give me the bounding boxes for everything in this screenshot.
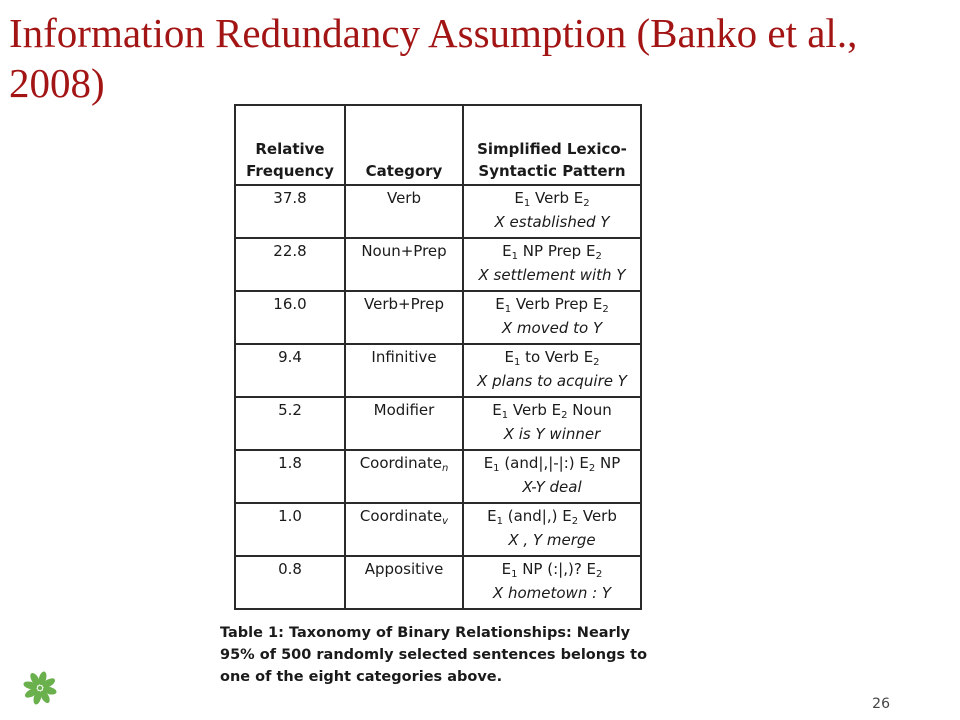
category-text: Appositive xyxy=(364,560,444,578)
category-text: Coordinate xyxy=(359,507,443,525)
pattern-part-a: E xyxy=(492,401,502,419)
pattern-sub-a: 1 xyxy=(511,569,518,580)
pattern-part-a: E xyxy=(501,560,512,578)
pattern-part-a: E xyxy=(514,189,524,207)
pattern-part-b: Verb Prep E xyxy=(511,295,603,313)
category-subscript: n xyxy=(441,463,449,474)
table-row xyxy=(235,291,641,344)
pattern-text xyxy=(464,398,640,422)
frequency-cell xyxy=(235,238,345,291)
pattern-example: X is Y winner xyxy=(503,425,601,443)
table-row xyxy=(235,397,641,450)
category-cell xyxy=(345,291,463,344)
pattern-part-b: Verb E xyxy=(508,401,562,419)
pattern-example: X moved to Y xyxy=(501,319,603,337)
pattern-part-b: (and|,) E xyxy=(502,507,572,525)
pattern-sub-a: 1 xyxy=(496,516,503,527)
frequency-value: 9.4 xyxy=(278,348,302,366)
category-cell xyxy=(345,238,463,291)
header-category: Category xyxy=(345,105,463,185)
pattern-cell xyxy=(463,556,641,609)
frequency-value: 16.0 xyxy=(273,295,307,313)
category-cell xyxy=(345,503,463,556)
frequency-value: 5.2 xyxy=(278,401,302,419)
pattern-sub-b: 2 xyxy=(588,463,596,474)
pattern-cell xyxy=(463,503,641,556)
pattern-part-a: E xyxy=(495,295,505,313)
category-label xyxy=(346,345,462,369)
pattern-part-c: Verb xyxy=(578,507,617,525)
category-label xyxy=(346,557,462,581)
pattern-part-b: NP Prep E xyxy=(518,242,596,260)
category-text: Verb xyxy=(386,189,421,207)
table-caption: Table 1: Taxonomy of Binary Relationships: Nearly 95% of 500 randomly selected sentences belongs to one of the eight categories above. xyxy=(220,625,648,685)
table-header-row xyxy=(235,105,641,185)
frequency-cell xyxy=(235,450,345,503)
pattern-text xyxy=(464,292,640,316)
category-cell xyxy=(345,344,463,397)
category-label xyxy=(346,398,462,422)
frequency-cell xyxy=(235,503,345,556)
pattern-cell xyxy=(463,450,641,503)
category-label xyxy=(346,504,462,528)
pattern-sub-b: 2 xyxy=(593,357,600,368)
pattern-sub-b: 2 xyxy=(595,251,602,262)
pattern-text xyxy=(464,504,640,528)
category-label xyxy=(346,451,462,475)
frequency-cell xyxy=(235,556,345,609)
pattern-part-a: E xyxy=(487,507,497,525)
frequency-cell xyxy=(235,344,345,397)
pattern-sub-b: 2 xyxy=(583,198,590,209)
category-cell xyxy=(345,556,463,609)
pattern-sub-b: 2 xyxy=(571,516,579,527)
pattern-example: X-Y deal xyxy=(522,478,582,496)
pattern-sub-b: 2 xyxy=(602,304,609,315)
header-pattern: Simplified Lexico-Syntactic Pattern xyxy=(463,105,641,185)
pattern-example: X hometown : Y xyxy=(492,584,612,602)
pattern-part-b: Verb E xyxy=(530,189,584,207)
category-text: Verb+Prep xyxy=(364,295,444,313)
pattern-part-c: NP xyxy=(595,454,621,472)
category-label xyxy=(346,186,462,210)
pattern-sub-a: 1 xyxy=(493,463,500,474)
category-text: Coordinate xyxy=(359,454,442,472)
pattern-cell xyxy=(463,238,641,291)
pattern-cell xyxy=(463,344,641,397)
table-row xyxy=(235,450,641,503)
frequency-cell xyxy=(235,185,345,238)
category-label xyxy=(346,239,462,263)
table-row xyxy=(235,185,641,238)
pattern-sub-a: 1 xyxy=(501,410,509,421)
category-text: Infinitive xyxy=(371,348,437,366)
pattern-cell xyxy=(463,291,641,344)
pattern-text xyxy=(464,239,640,263)
taxonomy-table xyxy=(234,104,642,610)
pattern-example: X , Y merge xyxy=(508,531,596,549)
table-row xyxy=(235,344,641,397)
pattern-text xyxy=(464,451,640,475)
frequency-value: 22.8 xyxy=(273,242,307,260)
pattern-text xyxy=(464,345,640,369)
pattern-sub-a: 1 xyxy=(504,304,512,315)
frequency-value: 1.8 xyxy=(278,454,302,472)
pattern-text xyxy=(464,186,640,210)
pattern-example: X settlement with Y xyxy=(478,266,626,284)
pattern-cell xyxy=(463,185,641,238)
slide-title: Information Redundancy Assumption (Banko et al., 2008) xyxy=(9,10,858,106)
category-text: Noun+Prep xyxy=(361,242,447,260)
pattern-part-a: E xyxy=(502,242,512,260)
pattern-text xyxy=(464,557,640,581)
pattern-part-a: E xyxy=(504,348,514,366)
category-cell xyxy=(345,185,463,238)
pattern-sub-a: 1 xyxy=(511,251,519,262)
pattern-part-c: Noun xyxy=(567,401,612,419)
table-row xyxy=(235,238,641,291)
pattern-sub-a: 1 xyxy=(513,357,521,368)
pattern-sub-b: 2 xyxy=(596,569,603,580)
pattern-part-b: NP (:|,)? E xyxy=(517,560,597,578)
pattern-cell xyxy=(463,397,641,450)
frequency-cell xyxy=(235,397,345,450)
category-cell xyxy=(345,397,463,450)
frequency-value: 37.8 xyxy=(273,189,307,207)
page-number: 26 xyxy=(872,696,890,712)
pattern-part-a: E xyxy=(483,454,494,472)
category-subscript: v xyxy=(442,516,449,527)
pattern-part-b: to Verb E xyxy=(520,348,594,366)
pattern-example: X established Y xyxy=(494,213,610,231)
category-cell xyxy=(345,450,463,503)
frequency-value: 0.8 xyxy=(278,560,302,578)
category-text: Modifier xyxy=(373,401,435,419)
pattern-sub-a: 1 xyxy=(523,198,531,209)
table-row xyxy=(235,556,641,609)
pinwheel-logo-icon xyxy=(20,668,60,708)
pattern-example: X plans to acquire Y xyxy=(477,372,627,390)
frequency-cell xyxy=(235,291,345,344)
pattern-sub-b: 2 xyxy=(561,410,568,421)
frequency-value: 1.0 xyxy=(278,507,302,525)
header-relative-frequency: Relative Frequency xyxy=(235,105,345,185)
pattern-part-b: (and|,|-|:) E xyxy=(499,454,589,472)
taxonomy-table-container xyxy=(234,104,642,610)
category-label xyxy=(346,292,462,316)
table-body xyxy=(235,185,641,609)
table-row xyxy=(235,503,641,556)
